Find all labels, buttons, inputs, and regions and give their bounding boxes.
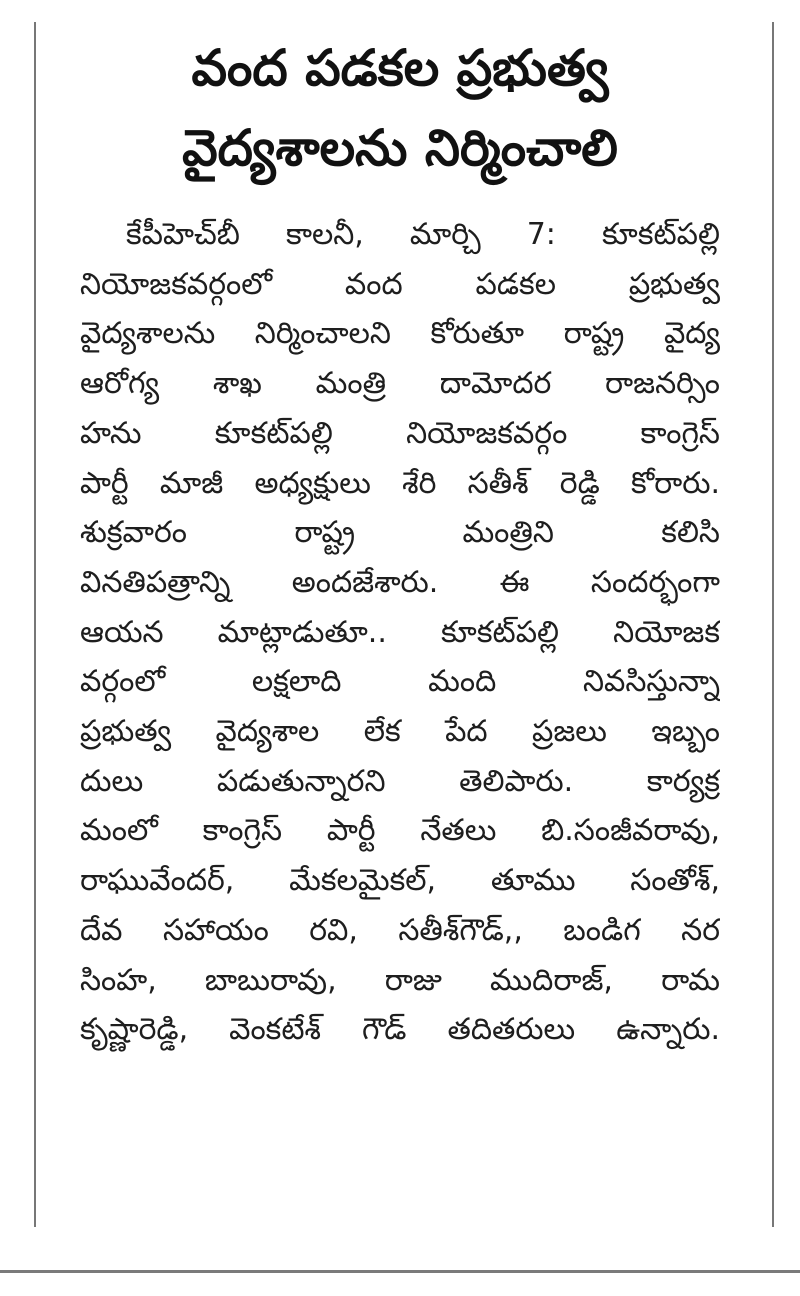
body-line: దేవ సహాయం రవి, సతీశ్‌గౌడ్,, బండిగ నర <box>80 912 720 948</box>
body-line: ఆయన మాట్లాడుతూ.. కూకట్‌పల్లి నియోజక <box>80 614 720 650</box>
body-line: మంలో కాంగ్రెస్ పార్టీ నేతలు బి.సంజీవరావు, <box>80 813 720 849</box>
headline-line-1: వంద పడకల ప్రభుత్వ <box>191 39 609 97</box>
column-rule-right <box>772 22 774 1227</box>
body-line: వైద్యశాలను నిర్మించాలని కోరుతూ రాష్ట్ర వైద్య <box>80 316 720 352</box>
body-line: రాఘువేందర్, మేకలమైకల్, తూము సంతోశ్, <box>80 863 720 899</box>
body-line: ప్రభుత్వ వైద్యశాల లేక పేద ప్రజలు ఇబ్బం <box>80 714 720 750</box>
body-line: ఆరోగ్య శాఖ మంత్రి దామోదర రాజనర్సిం <box>80 366 720 402</box>
body-line: నియోజకవర్గంలో వంద పడకల ప్రభుత్వ <box>80 266 720 302</box>
article-body <box>80 210 720 1055</box>
column-rule-left <box>34 22 36 1227</box>
headline <box>80 28 720 188</box>
body-line: దులు పడుతున్నారని తెలిపారు. కార్యక్ర <box>80 763 720 799</box>
body-line: సింహ, బాబురావు, రాజు ముదిరాజ్, రామ <box>80 962 720 998</box>
headline-line-2: వైద్యశాలను నిర్మించాలి <box>182 119 618 177</box>
body-line: కృష్ణారెడ్డి, వెంకటేశ్ గౌడ్ తదితరులు ఉన్నారు. <box>80 1012 720 1048</box>
body-line: పార్టీ మాజీ అధ్యక్షులు శేరి సతీశ్ రెడ్డి కోరారు. <box>80 465 720 501</box>
body-line: శుక్రవారం రాష్ట్ర మంత్రిని కలిసి <box>80 515 720 551</box>
bottom-rule <box>0 1270 800 1273</box>
body-line: కేపీహెచ్‌బీ కాలనీ, మార్చి 7: కూకట్‌పల్లి <box>126 217 720 252</box>
news-article <box>80 28 720 1055</box>
body-line: వర్గంలో లక్షలాది మంది నివసిస్తున్నా <box>80 664 720 700</box>
body-line: వినతిపత్రాన్ని అందజేశారు. ఈ సందర్భంగా <box>80 564 720 600</box>
body-line: హను కూకట్‌పల్లి నియోజకవర్గం కాంగ్రెస్ <box>80 415 720 451</box>
